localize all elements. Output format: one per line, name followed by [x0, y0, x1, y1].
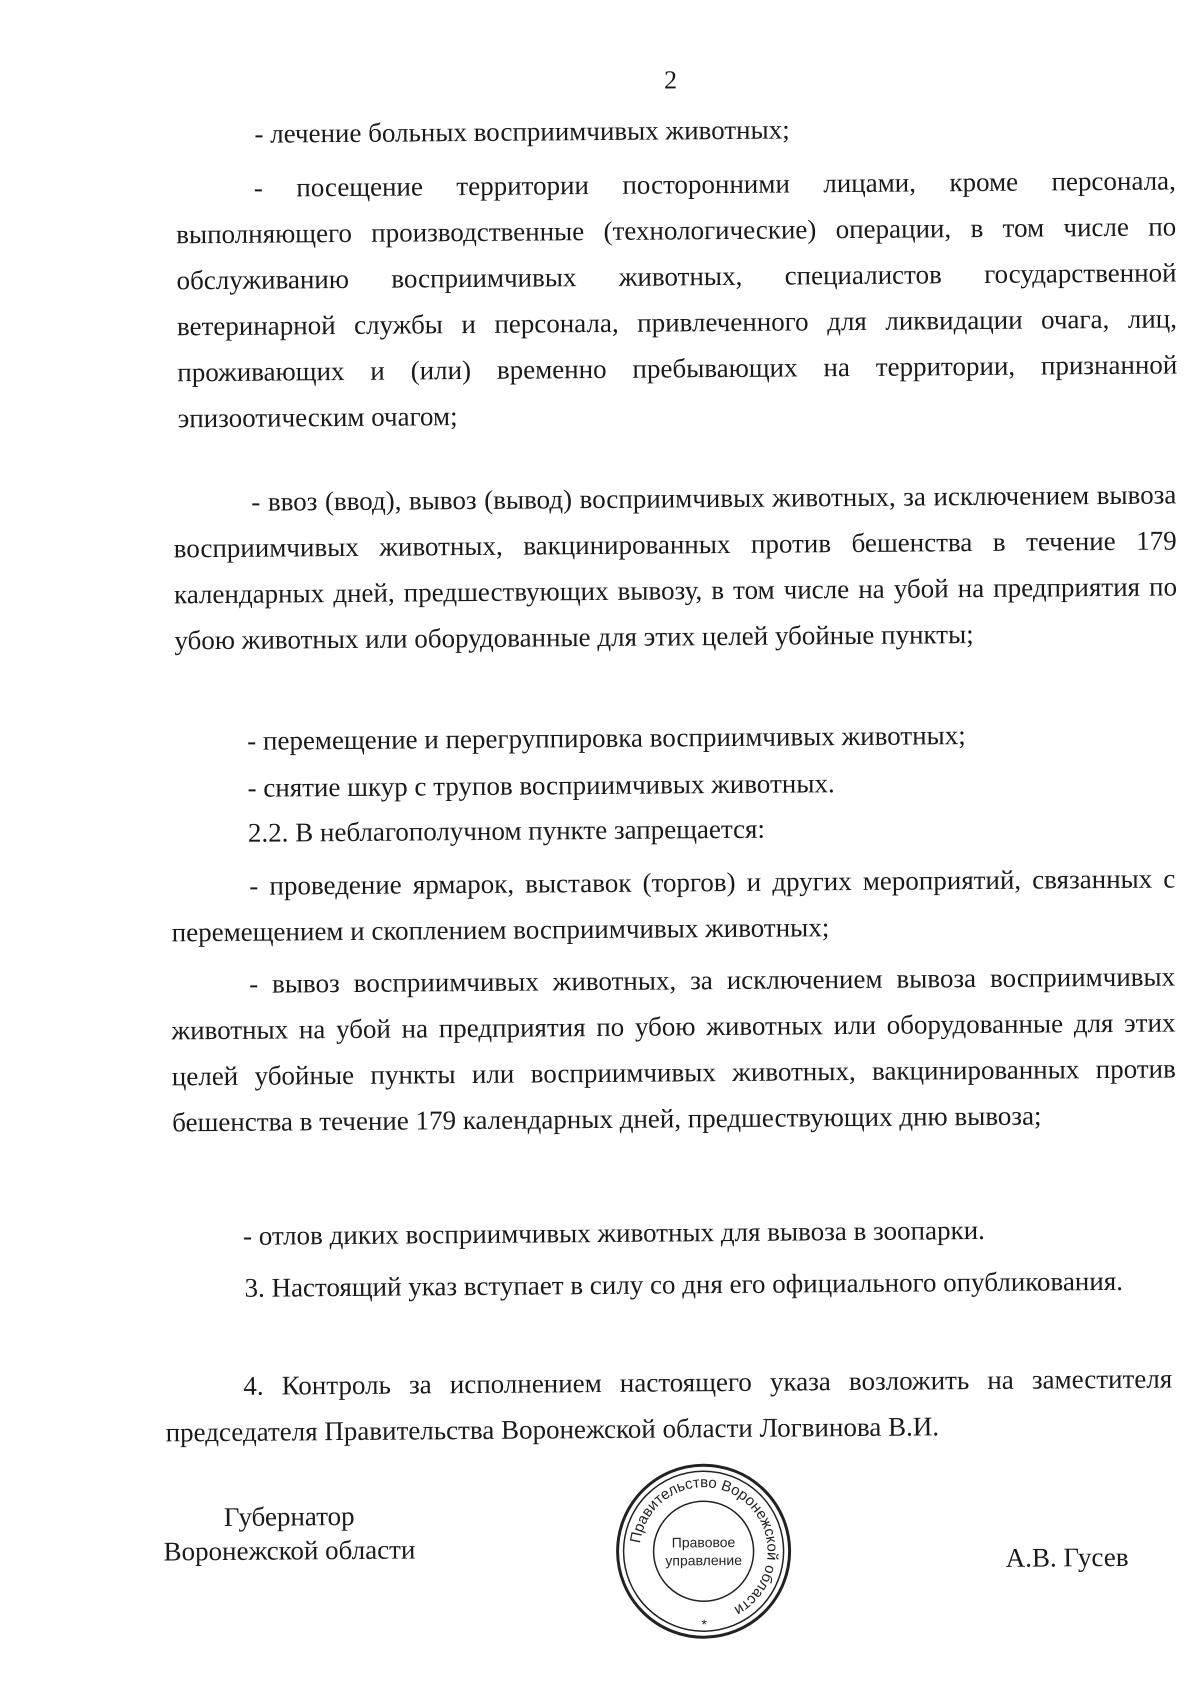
paragraph-entry-into-force: 3. Настоящий указ вступает в силу со дня его официального опубликования.: [244, 1265, 1124, 1303]
paragraph-regrouping: - перемещение и перегруппировка восприимчивых животных;: [247, 720, 966, 756]
seal-outer-text: Правительство Воронежской области: [627, 1474, 781, 1620]
seal-inner-line2: управление: [665, 1551, 743, 1569]
signatory-position-line2: Воронежской области: [163, 1534, 416, 1567]
paragraph-capture: - отлов диких восприимчивых животных для вывоза в зоопарки.: [242, 1214, 985, 1251]
paragraph-import-export: - ввоз (ввод), вывоз (вывод) восприимчивых животных, за исключением вывоза восприимчивых животных, вакцинированных против бешенства в течение 179 календарных дней, предшествующих вывозу, в том числе на убой на предприятия по убою животных или оборудованные для этих целей убойные пункты;: [173, 479, 1178, 656]
paragraph-fairs: - проведение ярмарок, выставок (торгов) и других мероприятий, связанных с перемещением и скоплением восприимчивых животных;: [171, 863, 1176, 948]
seal-inner-line1: Правовое: [671, 1533, 736, 1551]
signatory-name: А.В. Гусев: [1005, 1541, 1129, 1573]
paragraph-control: 4. Контроль за исполнением настоящего указа возложить на заместителя председателя Правительства Воронежской области Логвинова В.И.: [165, 1363, 1173, 1448]
page-number: 2: [663, 65, 678, 95]
section-2-2-heading: 2.2. В неблагополучном пункте запрещается:: [247, 813, 766, 848]
paragraph-treatment: - лечение больных восприимчивых животных;: [254, 114, 790, 149]
signatory-position: [163, 1498, 415, 1568]
seal-star: *: [701, 1616, 707, 1633]
paragraph-territory-visit: - посещение территории посторонними лицами, кроме персонала, выполняющего производственные (технологические) операции, в том числе по обслуживанию восприимчивых животных, специалистов государственной ветеринарной службы и персонала, привлеченного для ликвидации очага, лиц, проживающих и (или) временно пребывающих на территории, признанной эпизоотическим очагом;: [176, 165, 1178, 434]
signatory-position-line1: Губернатор: [223, 1500, 355, 1532]
official-seal: [613, 1461, 794, 1642]
paragraph-skinning: - снятие шкур с трупов восприимчивых животных.: [247, 768, 835, 803]
paragraph-export-ban: - вывоз восприимчивых животных, за исключением вывоза восприимчивых животных на убой на предприятия по убою животных или оборудованные для этих целей убойные пункты или восприимчивых животных, вакцинированных против бешенства в течение 179 календарных дней, предшествующих дню вывоза;: [171, 961, 1176, 1138]
